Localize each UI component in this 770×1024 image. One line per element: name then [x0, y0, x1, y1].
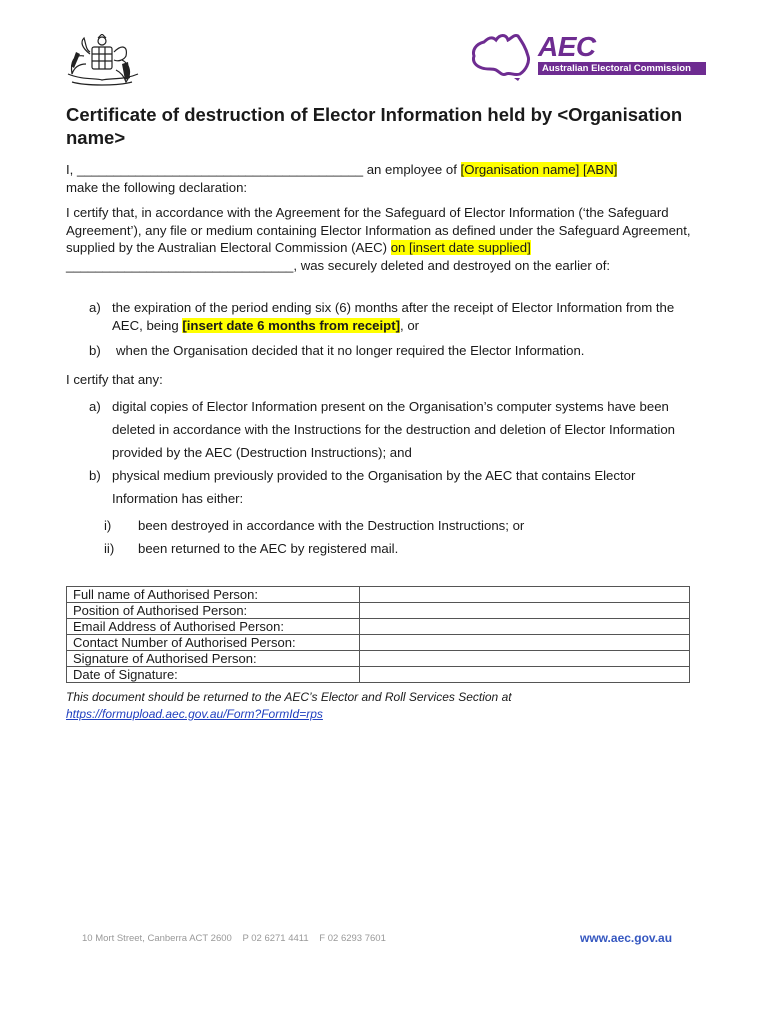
- form-upload-link[interactable]: https://formupload.aec.gov.au/Form?FormId=rps: [66, 707, 323, 721]
- full-name-input-cell[interactable]: [360, 587, 690, 603]
- email-input-cell[interactable]: [360, 619, 690, 635]
- list-item-text: when the Organisation decided that it no longer required the Elector Information.: [116, 343, 585, 358]
- return-note-text: This document should be returned to the AEC’s Elector and Roll Services Section at: [66, 690, 512, 704]
- list-item-text: digital copies of Elector Information present on the Organisation’s computer systems have been deleted in accordance with the Instructions for the destruction and deletion of Elector Information provided by the AEC (Destruction Instructions); and: [112, 399, 675, 460]
- table-row: [67, 603, 690, 619]
- organisation-field[interactable]: [Organisation name] [ABN]: [460, 162, 618, 177]
- aec-logo-subtitle: Australian Electoral Commission: [538, 62, 706, 75]
- certify-paragraph-1: [66, 204, 706, 274]
- sub-list-marker: i): [104, 518, 112, 533]
- table-row: [67, 619, 690, 635]
- six-months-date-field[interactable]: [insert date 6 months from receipt]: [182, 317, 401, 333]
- declaration-prefix: I, _______________________________________ an employee of: [66, 162, 461, 177]
- footer-address: 10 Mort Street, Canberra ACT 2600: [82, 933, 232, 944]
- table-row: [67, 667, 690, 683]
- sub-list-text: been destroyed in accordance with the Destruction Instructions; or: [138, 518, 525, 533]
- aec-logo-text: AEC: [538, 31, 596, 62]
- position-input-cell[interactable]: [360, 603, 690, 619]
- list-marker: b): [89, 468, 101, 483]
- date-input-cell[interactable]: [360, 667, 690, 683]
- date-supplied-field[interactable]: on [insert date supplied]: [390, 240, 531, 255]
- row-label: Contact Number of Authorised Person:: [67, 635, 360, 651]
- footer-contact: [82, 933, 394, 944]
- page-title: Certificate of destruction of Elector Information held by <Organisation name>: [66, 104, 683, 148]
- table-row: [67, 635, 690, 651]
- list-marker: a): [89, 399, 101, 414]
- australia-map-icon: [466, 32, 534, 82]
- footer-phone: P 02 6271 4411: [242, 933, 309, 944]
- aec-logo: [466, 32, 706, 82]
- certify1-text-a: I certify that, in accordance with the Agreement for the Safeguard of Elector Information (‘the Safeguard Agreement’), any file or medium containing Elector Information as defined under the Safeguard Agreement, supplied by the Australian Electoral Commission (AEC): [66, 205, 691, 255]
- footer-website-link[interactable]: www.aec.gov.au: [580, 931, 673, 945]
- table-row: [67, 651, 690, 667]
- table-row: [67, 587, 690, 603]
- certify-paragraph-2: I certify that any:: [66, 372, 163, 387]
- sub-list-text: been returned to the AEC by registered mail.: [138, 541, 399, 556]
- sub-list-marker: ii): [104, 541, 115, 556]
- row-label: Signature of Authorised Person:: [67, 651, 360, 667]
- certify1-text-b: _______________________________, was securely deleted and destroyed on the earlier of:: [66, 257, 611, 273]
- row-label: Date of Signature:: [67, 667, 360, 683]
- declaration-paragraph: [66, 161, 706, 196]
- contact-number-input-cell[interactable]: [360, 635, 690, 651]
- row-label: Email Address of Authorised Person:: [67, 619, 360, 635]
- authorised-person-table: [66, 586, 690, 683]
- return-note: [66, 689, 706, 723]
- row-label: Full name of Authorised Person:: [67, 587, 360, 603]
- footer-fax: F 02 6293 7601: [319, 933, 386, 944]
- list-item-text: physical medium previously provided to the Organisation by the AEC that contains Elector Information has either:: [112, 468, 636, 506]
- row-label: Position of Authorised Person:: [67, 603, 360, 619]
- list-marker: a): [89, 300, 101, 315]
- declaration-suffix: make the following declaration:: [66, 179, 248, 195]
- list-item-text: the expiration of the period ending six (6) months after the receipt of Elector Information from the AEC, being: [112, 300, 675, 333]
- list-item-text-end: , or: [400, 317, 420, 333]
- list-marker: b): [89, 343, 101, 358]
- signature-input-cell[interactable]: [360, 651, 690, 667]
- coat-of-arms-icon: [62, 34, 142, 90]
